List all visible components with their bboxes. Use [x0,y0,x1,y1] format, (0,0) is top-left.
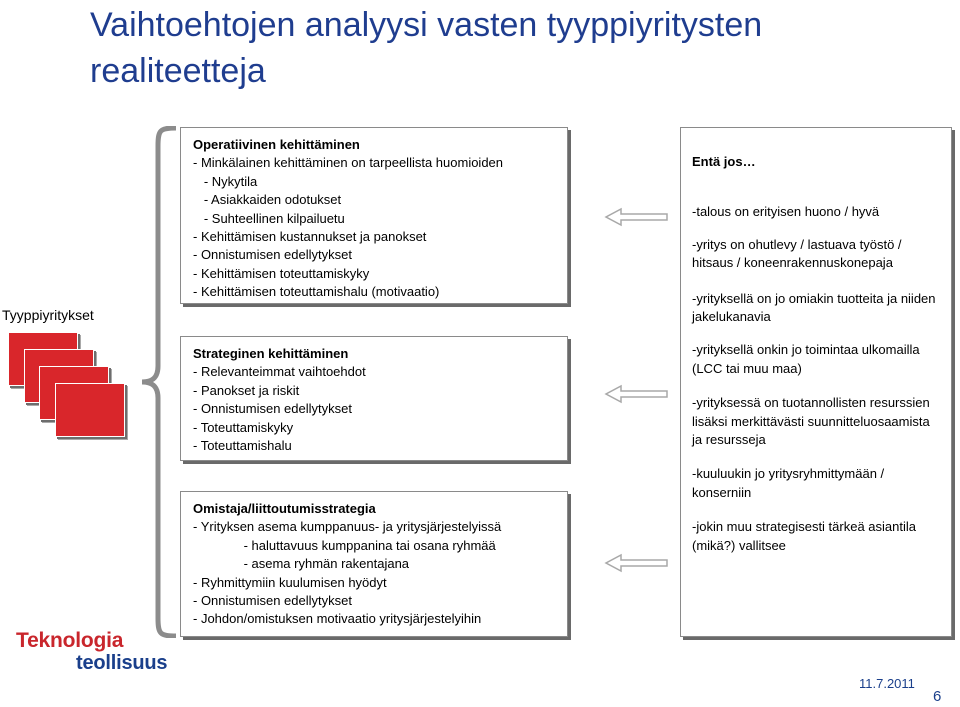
box-line: - Panokset ja riskit [193,382,300,398]
box-heading: Operatiivinen kehittäminen [193,137,360,152]
box-line: - Minkälainen kehittäminen on tarpeellista huomioiden [193,155,504,171]
footer-date: 11.7.2011 [859,676,915,691]
box-line: - Johdon/omistuksen motivaatio yritysjärjestelyihin [193,611,482,627]
what-if-item: -talous on erityisen huono / hyvä [692,204,880,220]
teknologiateollisuus-logo [16,630,186,674]
box-line: - Kehittämisen kustannukset ja panokset [193,229,427,245]
box-line: - Suhteellinen kilpailuetu [193,210,345,226]
box-line: - Ryhmittymiin kuulumisen hyödyt [193,574,387,590]
box-heading: Strateginen kehittäminen [193,346,349,361]
operational-development-box [180,127,568,304]
what-if-box [680,127,952,637]
side-label: Tyyppiyritykset [2,307,94,323]
what-if-item: -yrityksellä onkin jo toimintaa ulkomailla (LCC tai muu maa) [692,342,920,376]
box-line: - haluttavuus kumppanina tai osana ryhmää [193,537,496,553]
logo-line-2: teollisuus [76,652,168,674]
slide-title: Vaihtoehtojen analyysi vasten tyyppiyritysten realiteetteja [90,6,763,90]
logo-line-1: Teknologia [16,629,124,652]
what-if-heading: Entä jos… [692,154,756,169]
box-line: - Relevanteimmat vaihtoehdot [193,364,366,380]
what-if-item: -yrityksellä on jo omiakin tuotteita ja niiden jakelukanavia [692,290,936,325]
what-if-item: -yrityksessä on tuotannollisten resurssien lisäksi merkittävästi suunnitteluosaamista ja resursseja [692,395,930,448]
box-line: - Yrityksen asema kumppanuus- ja yritysjärjestelyissä [193,519,502,535]
curly-brace-icon [138,126,178,638]
box-line: - Onnistumisen edellytykset [193,247,352,263]
box-line: - asema ryhmän rakentajana [193,556,410,572]
page-number: 6 [933,688,942,705]
box-line: - Onnistumisen edellytykset [193,593,352,609]
left-arrow-icon [603,207,669,227]
box-line: - Toteuttamiskyky [193,419,294,435]
box-line: - Nykytila [193,173,258,189]
strategic-development-box [180,336,568,461]
document-page-icon [55,383,125,437]
what-if-item: -yritys on ohutlevy / lastuava työstö / hitsaus / koneenrakennuskonepaja [692,236,902,271]
box-line: - Asiakkaiden odotukset [193,192,342,208]
box-heading: Omistaja/liittoutumisstrategia [193,501,376,516]
what-if-item: -kuuluukin jo yritysryhmittymään / konserniin [692,466,885,500]
box-line: - Kehittämisen toteuttamishalu (motivaatio) [193,284,440,300]
ownership-alliance-strategy-box [180,491,568,637]
what-if-item: -jokin muu strategisesti tärkeä asiantila (mikä?) vallitsee [692,519,916,553]
box-line: - Onnistumisen edellytykset [193,401,352,417]
box-line: - Toteuttamishalu [193,438,292,454]
left-arrow-icon [603,553,669,573]
left-arrow-icon [603,384,669,404]
box-line: - Kehittämisen toteuttamiskyky [193,265,370,281]
